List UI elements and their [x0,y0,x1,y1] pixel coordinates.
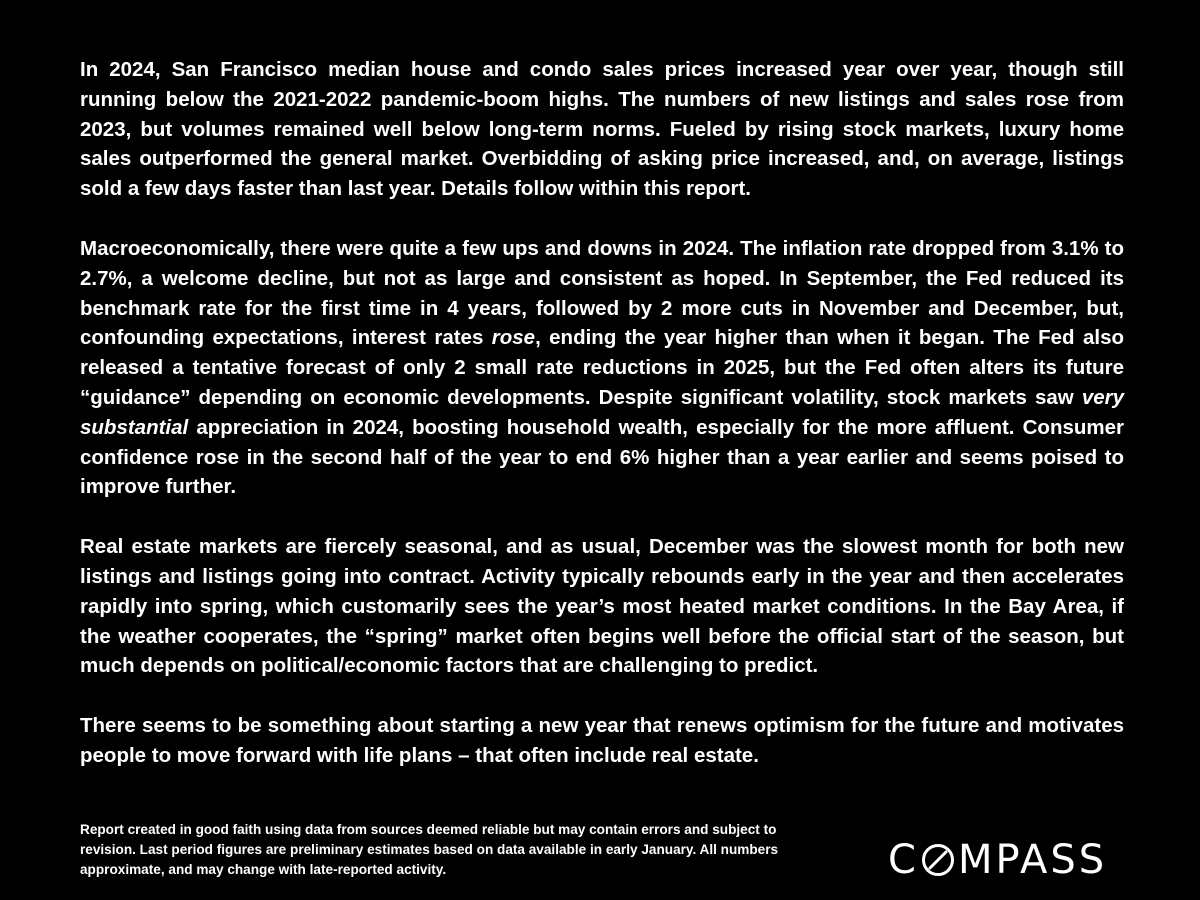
emphasis-very-substantial: very substantial [80,385,1124,439]
macro-text-part-1: Macroeconomically, there were quite a few ups and downs in 2024. The inflation rate dropped from 3.1% to 2.7%, a welcome decline, but not as large and consistent as hoped. In September, the Fed reduced its benchmark rate for the first time in 4 years, followed by 2 more cuts in November and December, but, confounding expectations, interest rates [80,236,1124,350]
paragraph-market-summary: In 2024, San Francisco median house and condo sales prices increased year over year, though still running below the 2021-2022 pandemic-boom highs. The numbers of new listings and sales rose from 2023, but volumes remained well below long-term norms. Fueled by rising stock markets, luxury home sales outperformed the general market. Overbidding of asking price increased, and, on average, listings sold a few days faster than last year. Details follow within this report. [80,58,1124,201]
paragraph-new-year-optimism: There seems to be something about starting a new year that renews optimism for the future and motivates people to move forward with life plans – that often include real estate. [80,714,1124,767]
macro-text-part-2: , ending the year higher than when it began. The Fed also released a tentative forecast of only 2 small rate reductions in 2025, but the Fed often alters its future “guidance” depending on economic developments. Despite significant volatility, stock markets saw [80,326,1124,409]
disclaimer-footer: Report created in good faith using data from sources deemed reliable but may contain errors and subject to revision. Last period figures are preliminary estimates based on data available in early January. All numbers approximate, and may change with late-reported activity. [80,822,779,877]
paragraph-macroeconomics [80,234,1124,502]
logo-letters-mpass: MPASS [957,837,1108,883]
compass-o-icon [921,843,955,877]
logo-letter-c: C [888,837,919,883]
report-body [80,55,1124,801]
macro-text-part-3: appreciation in 2024, boosting household wealth, especially for the more affluent. Consumer confidence rose in the second half of the year to end 6% higher than a year earlier and seems poised to improve further. [80,415,1124,499]
emphasis-rose: rose [491,326,536,350]
paragraph-seasonality: Real estate markets are fiercely seasonal, and as usual, December was the slowest month for both new listings and listings going into contract. Activity typically rebounds early in the year and then accelerates rapidly into spring, which customarily sees the year’s most heated market conditions. In the Bay Area, if the weather cooperates, the “spring” market often begins well before the official start of the season, but much depends on political/economic factors that are challenging to predict. [80,535,1124,678]
compass-logo [888,838,1140,882]
